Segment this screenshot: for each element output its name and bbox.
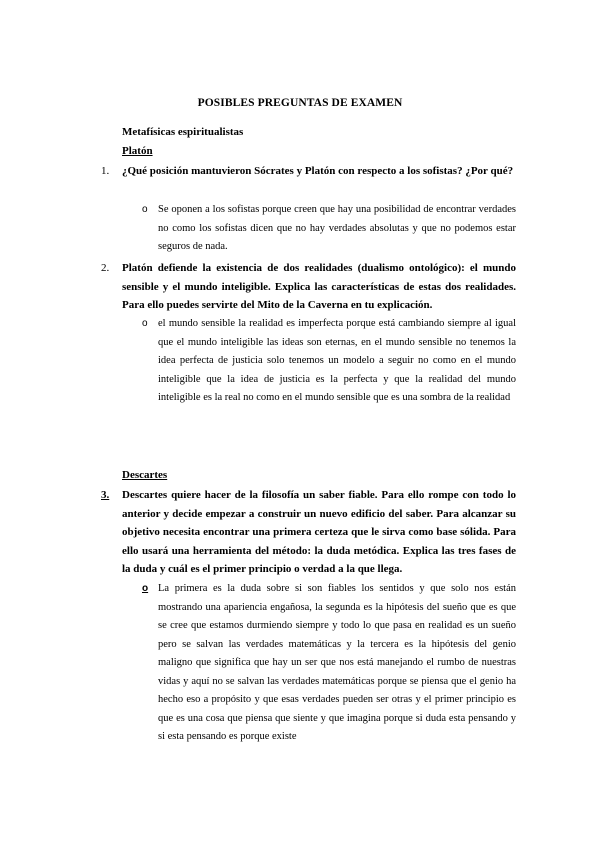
answer-text: el mundo sensible la realidad es imperfecta porque está cambiando siempre al igual que el mundo inteligible las ideas son eternas, en el mundo sensible no tenemos la idea perfecta de justicia solo tenemos un modelo a seguir no como en el mundo inteligible que la idea de justicia es la perfecta y que la realidad del mundo inteligible es la real no como en el mundo sensible que es una sombra de la realidad [158,318,516,403]
answer-2 [142,315,516,408]
question-text: Descartes quiere hacer de la filosofía un saber fiable. Para ello rompe con todo lo anterior y decide empezar a construir un nuevo edificio del saber. Para alcanzar su objetivo necesita encontrar una primera certeza que le sirva como base sólida. Para ello usará una herramienta del método: la duda metódica. Explica las tres fases de la duda y cuál es el primer principio o verdad a la que llega. [122,489,516,575]
question-text: Platón defiende la existencia de dos realidades (dualismo ontológico): el mundo sensible y el mundo inteligible. Explica las características de estas dos realidades. Para ello puedes servirte del Mito de la Caverna en tu explicación. [122,262,516,311]
answer-text: La primera es la duda sobre si son fiables los sentidos y que solo nos están mostrando una apariencia engañosa, la segunda es la hipótesis del sueño que es que se cree que estamos durmiendo siempre y todo lo que pasa en realidad es un sueño pero se salvan las verdades matemáticas y la tercera es la hipótesis del genio maligno que significa que hay un ser que nos está manejando el rumbo de nuestras vidas y aquí no se salvan las verdades matemáticas porque se piensa que el genio ha hecho eso a propósito y que esas verdades pueden ser otras y el primer principio es que es una cosa que piensa que siente y que imagina porque si duda esta pensando y si esta pensando es porque existe [158,583,516,742]
answer-3 [142,580,516,747]
question-1 [101,162,516,181]
bullet-icon: o [142,583,149,594]
question-2 [101,259,516,315]
question-number: 3. [101,489,110,501]
question-number: 1. [101,165,110,177]
question-number: 2. [101,262,110,274]
page-title: POSIBLES PREGUNTAS DE EXAMEN [197,97,403,109]
section-metafisicas-heading: Metafísicas espiritualistas [122,126,244,138]
section-descartes-heading: Descartes [122,469,168,481]
answer-1 [142,201,516,257]
bullet-icon: o [142,318,148,329]
question-text: ¿Qué posición mantuvieron Sócrates y Platón con respecto a los sofistas? ¿Por qué? [122,165,514,177]
section-platon-heading: Platón [122,145,153,157]
bullet-icon: o [142,204,148,215]
question-3 [101,486,516,579]
answer-text: Se oponen a los sofistas porque creen que hay una posibilidad de encontrar verdades no como los sofistas dicen que no hay verdades absolutas y que no podemos estar seguros de nada. [158,204,516,252]
